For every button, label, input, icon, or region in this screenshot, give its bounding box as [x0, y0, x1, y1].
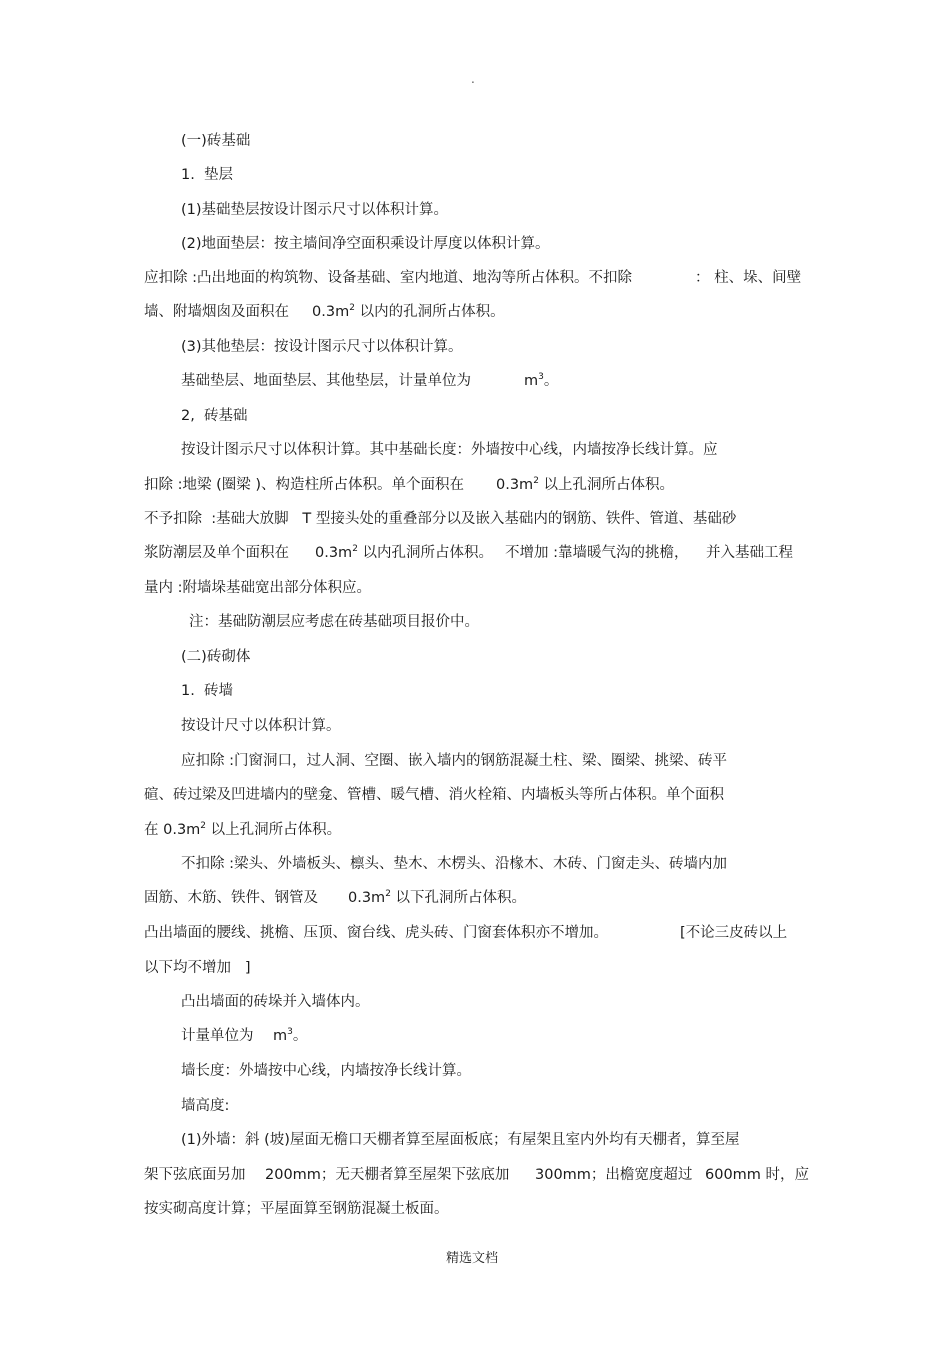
- paragraph-line: 计量单位为: [181, 1028, 254, 1044]
- paragraph-line: [不论三皮砖以上: [680, 925, 788, 941]
- paragraph-line: 墙、附墙烟囱及面积在 $0.3m^2$ 以内的孔洞所占体积。: [144, 303, 505, 320]
- paragraph-line: 按设计尺寸以体积计算。: [181, 718, 341, 734]
- paragraph-line: 并入基础工程: [706, 545, 793, 561]
- paragraph-line: 基础垫层、地面垫层、其他垫层，计量单位为: [181, 373, 471, 389]
- paragraph-line: 按实砌高度计算；平屋面算至钢筋混凝土板面。: [144, 1201, 449, 1217]
- paragraph-line: $m^3$。: [273, 1027, 308, 1044]
- paragraph-line: 固筋、木筋、铁件、钢管及: [144, 890, 318, 906]
- paragraph-line: $0.3m^2$ 以上孔洞所占体积。: [496, 476, 675, 493]
- paragraph-line: (3)其他垫层：按设计图示尺寸以体积计算。: [181, 339, 463, 355]
- paragraph-line: $0.3m^2$ 以下孔洞所占体积。: [348, 889, 527, 906]
- paragraph-line: 不增加 :靠墙暖气沟的挑檐，: [505, 545, 689, 561]
- paragraph-line: ： 柱、垛、间壁: [695, 270, 802, 286]
- subsection-title-brick-foundation: 2, 砖基础: [181, 408, 248, 424]
- section-title-brick-masonry: (二)砖砌体: [181, 649, 251, 665]
- section-title-brick-foundation: (一)砖基础: [181, 133, 251, 149]
- paragraph-line: 按设计图示尺寸以体积计算。其中基础长度：外墙按中心线，内墙按净长线计算。应: [181, 442, 718, 458]
- paragraph-line: 凸出墙面的腰线、挑檐、压顶、窗台线、虎头砖、门窗套体积亦不增加。: [144, 925, 608, 941]
- paragraph-line: 凸出墙面的砖垛并入墙体内。: [181, 994, 370, 1010]
- paragraph-line: 不予扣除 :基础大放脚 T 型接头处的重叠部分以及嵌入基础内的钢筋、铁件、管道、基础砂: [144, 511, 737, 527]
- paragraph-line: 浆防潮层及单个面积在: [144, 545, 289, 561]
- subsection-title-cushion: 1. 垫层: [181, 167, 234, 183]
- paragraph-line: $m^3$。: [524, 372, 559, 389]
- paragraph-line: 应扣除 :门窗洞口，过人洞、空圈、嵌入墙内的钢筋混凝土柱、梁、圈梁、挑梁、砖平: [181, 753, 727, 769]
- subsection-title-brick-wall: 1. 砖墙: [181, 683, 234, 699]
- header-dot: .: [471, 72, 475, 86]
- paragraph-line: $0.3m^2$ 以内孔洞所占体积。: [315, 544, 494, 561]
- paragraph-line: 300mm；出檐宽度超过: [535, 1167, 693, 1183]
- paragraph-line: 应扣除 :凸出地面的构筑物、设备基础、室内地道、地沟等所占体积。不扣除: [144, 270, 637, 286]
- paragraph-line: (1)基础垫层按设计图示尺寸以体积计算。: [181, 202, 449, 218]
- paragraph-line: (2)地面垫层：按主墙间净空面积乘设计厚度以体积计算。: [181, 236, 550, 252]
- paragraph-line: 在 $0.3m^2$ 以上孔洞所占体积。: [144, 821, 342, 838]
- paragraph-line: 600mm 时，应: [705, 1167, 810, 1183]
- paragraph-line: 墙高度:: [181, 1098, 230, 1114]
- note-line: 注：基础防潮层应考虑在砖基础项目报价中。: [189, 614, 479, 630]
- paragraph-line: 200mm；无天棚者算至屋架下弦底加: [265, 1167, 510, 1183]
- paragraph-line: 不扣除 :梁头、外墙板头、檩头、垫木、木楞头、沿椽木、木砖、门窗走头、砖墙内加: [181, 856, 727, 872]
- page-footer: 精选文档: [446, 1251, 499, 1266]
- paragraph-line: 以下均不增加 ]: [144, 960, 251, 976]
- paragraph-line: (1)外墙：斜 (坡)屋面无檐口天棚者算至屋面板底；有屋架且室内外均有天棚者，算至屋: [181, 1132, 740, 1148]
- paragraph-line: 扣除 :地梁 (圈梁 )、构造柱所占体积。单个面积在: [144, 477, 465, 493]
- paragraph-line: 墙长度：外墙按中心线，内墙按净长线计算。: [181, 1063, 471, 1079]
- paragraph-line: 碹、砖过梁及凹进墙内的壁龛、管槽、暖气槽、消火栓箱、内墙板头等所占体积。单个面积: [144, 787, 724, 803]
- paragraph-line: 架下弦底面另加: [144, 1167, 246, 1183]
- paragraph-line: 量内 :附墙垛基础宽出部分体积应。: [144, 580, 371, 596]
